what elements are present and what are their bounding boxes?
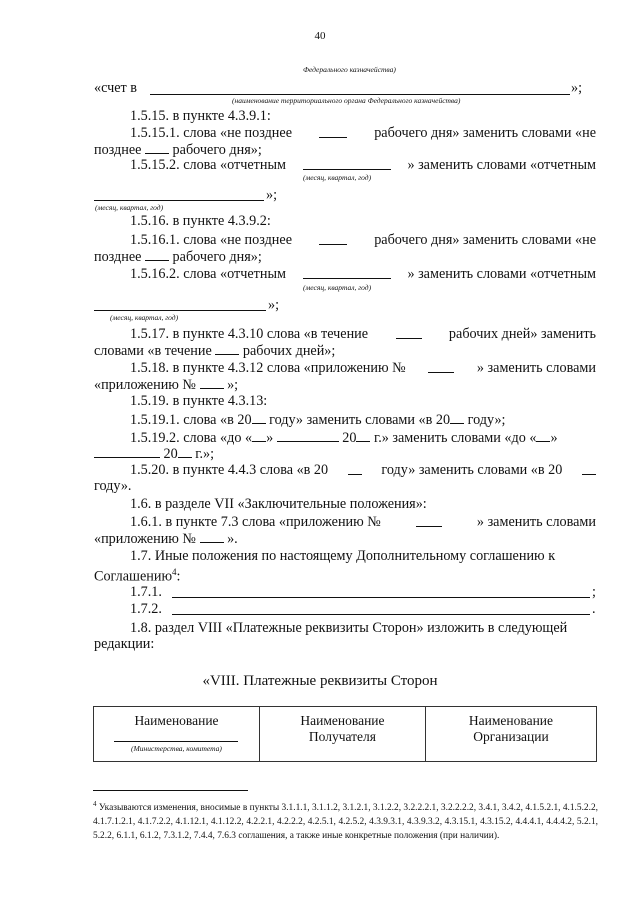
caption-period: (месяц, квартал, год)	[303, 283, 372, 292]
item-1-5-15-2: 1.5.15.2. слова «отчетным » заменить словами «отчетным	[130, 157, 596, 173]
caption-treasury: Федерального казначейства)	[303, 65, 396, 74]
item-1-5-15: 1.5.15. в пункте 4.3.9.1:	[130, 108, 271, 124]
caption-territorial-organ: (наименование территориального органа Федерального казначейства)	[232, 96, 461, 105]
blank-period	[94, 310, 266, 311]
item-1-7-cont: Соглашению$^4$:	[94, 567, 181, 585]
account-line	[94, 80, 137, 97]
item-1-5-16-2: 1.5.16.2. слова «отчетным » заменить словами «отчетным	[130, 266, 596, 282]
item-1-5-17-cont: словами «в течение рабочих дней»;	[94, 343, 336, 359]
item-1-6: 1.6. в разделе VII «Заключительные положения»:	[130, 496, 427, 512]
blank	[252, 429, 266, 442]
blank	[319, 125, 347, 138]
blank	[416, 514, 442, 527]
caption-period: (месяц, квартал, год)	[110, 313, 179, 322]
item-1-7-2-end: .	[592, 601, 596, 617]
item-1-7-1-end: ;	[592, 584, 596, 600]
blank-1-7-1	[172, 597, 590, 598]
blank	[428, 360, 454, 373]
item-1-5-20-cont: году».	[94, 478, 132, 494]
footnote-separator	[93, 790, 248, 791]
blank	[277, 429, 339, 442]
account-blank	[150, 94, 570, 95]
item-1-5-17: 1.5.17. в пункте 4.3.10 слова «в течение рабочих дней» заменить	[130, 326, 596, 342]
col-organization: Наименование Организации	[425, 707, 596, 762]
col-ministry: Наименование (Министерства, комитета)	[94, 707, 260, 762]
footnote	[93, 797, 598, 843]
blank	[348, 462, 362, 475]
blank	[252, 411, 266, 424]
item-1-5-18: 1.5.18. в пункте 4.3.12 слова «приложению № » заменить словами	[130, 360, 596, 376]
blank	[356, 429, 370, 442]
item-1-5-16-1-cont: позднее рабочего дня»;	[94, 249, 262, 265]
item-1-8-cont: редакции:	[94, 636, 155, 652]
blank-1-7-2	[172, 614, 590, 615]
blank	[145, 141, 169, 154]
col-recipient: Наименование Получателя	[259, 707, 425, 762]
footnote-ref: 4	[172, 567, 177, 577]
blank	[200, 376, 224, 389]
blank-ministry	[114, 741, 238, 742]
item-1-5-18-cont: «приложению № »;	[94, 377, 239, 393]
item-1-5-19-2-cont: 20 г.»;	[94, 445, 214, 463]
account-suffix: »;	[571, 80, 583, 96]
item-1-5-16: 1.5.16. в пункте 4.3.9.2:	[130, 213, 271, 229]
blank	[582, 462, 596, 475]
blank	[94, 445, 160, 458]
item-1-7-1: 1.7.1.	[130, 584, 162, 600]
item-1-5-19: 1.5.19. в пункте 4.3.13:	[130, 393, 268, 409]
item-1-5-15-1: 1.5.15.1. слова «не позднее рабочего дня» заменить словами «не	[130, 125, 596, 141]
item-1-7: 1.7. Иные положения по настоящему Дополнительному соглашению к	[130, 548, 556, 564]
item-1-5-16-2-end: »;	[268, 297, 280, 313]
blank-period	[94, 200, 264, 201]
item-1-5-20: 1.5.20. в пункте 4.4.3 слова «в 20 году» заменить словами «в 20	[130, 462, 596, 479]
blank	[200, 530, 224, 543]
blank	[303, 266, 391, 279]
blank	[536, 429, 550, 442]
item-1-5-15-1-cont: позднее рабочего дня»;	[94, 142, 262, 158]
blank	[450, 411, 464, 424]
blank	[319, 232, 347, 245]
caption-period: (месяц, квартал, год)	[303, 173, 372, 182]
footnote-marker: 4	[93, 800, 97, 808]
payment-details-table	[93, 706, 597, 762]
page-number: 40	[314, 30, 326, 42]
footnote-text: Указываются изменения, вносимые в пункты 3.1.1.1, 3.1.1.2, 3.1.2.1, 3.1.2.2, 3.2.2.2.1, 3.2.2.2.2, 3.4.1, 3.4.2, 4.1.5.2.1, 4.1.5.2.2, 4.1.7.1.2.1, 4.1.7.2.2, 4.1.12.1, 4.1.12.2, 4.2.2.1, 4.2.2.2, 4.2.5.1, 4.2.5.2, 4.3.9.3.1, 4.3.9.3.2, 4.3.15.1, 4.3.15.2, 4.4.4.1, 4.4.4.2, 5.2.1, 5.2.2, 6.1.1, 6.1.2, 7.3.1.2, 7.4.4, 7.6.3 соглашения, а также иные конкретные положения (при наличии).	[93, 803, 598, 842]
blank	[178, 445, 192, 458]
item-1-5-19-2: 1.5.19.2. слова «до « » 20 г.» заменить словами «до « »	[130, 430, 558, 446]
caption-period: (месяц, квартал, год)	[95, 203, 164, 212]
item-1-6-1-cont: «приложению № ».	[94, 531, 238, 547]
blank	[145, 248, 169, 261]
blank	[396, 326, 422, 339]
account-prefix: «счет в	[94, 80, 137, 96]
item-1-5-15-2-end: »;	[266, 187, 278, 203]
item-1-8: 1.8. раздел VIII «Платежные реквизиты Сторон» изложить в следующей	[130, 620, 568, 636]
blank	[303, 157, 391, 170]
item-1-7-2: 1.7.2.	[130, 601, 162, 617]
item-1-5-16-1: 1.5.16.1. слова «не позднее рабочего дня» заменить словами «не	[130, 232, 596, 248]
section-heading: «VIII. Платежные реквизиты Сторон	[202, 673, 438, 689]
item-1-5-19-1: 1.5.19.1. слова «в 20 году» заменить словами «в 20 году»;	[130, 412, 506, 428]
item-1-6-1: 1.6.1. в пункте 7.3 слова «приложению № » заменить словами	[130, 514, 596, 530]
blank	[215, 342, 239, 355]
caption-ministry: (Министерства, комитета)	[131, 744, 222, 753]
